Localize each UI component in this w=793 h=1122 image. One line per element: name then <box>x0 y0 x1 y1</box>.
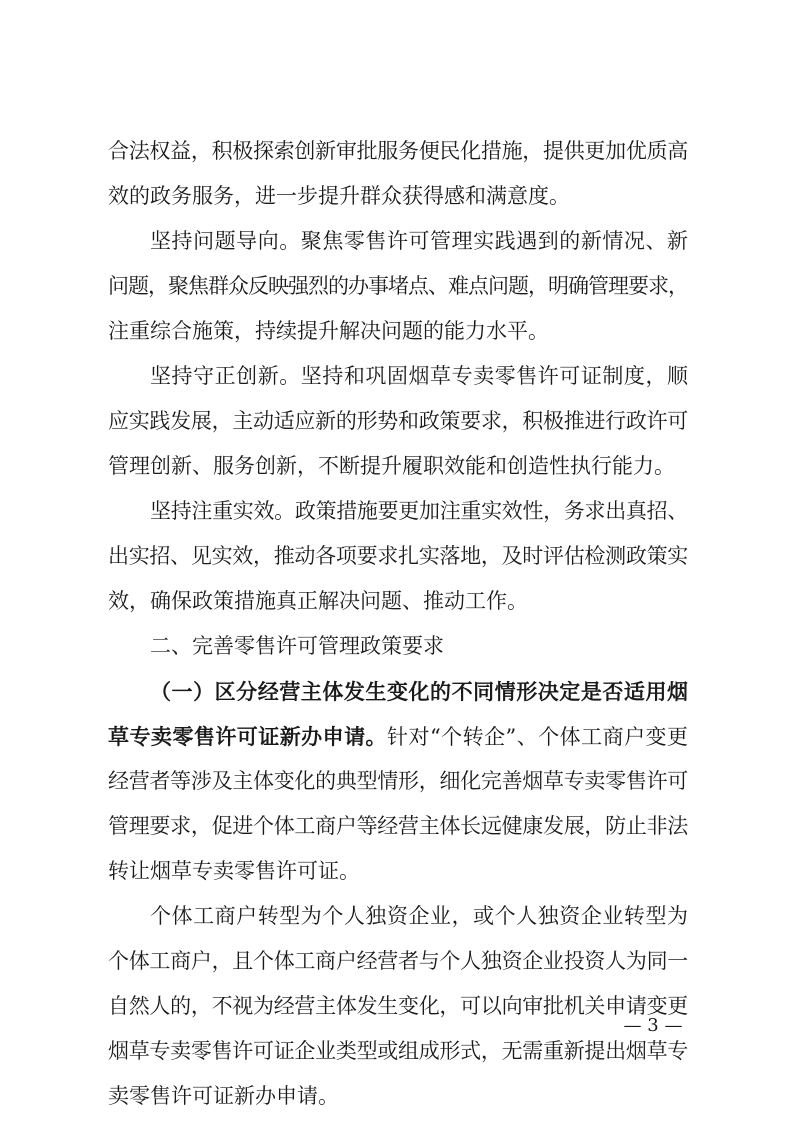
text-line: 注重综合施策，持续提升解决问题的能力水平。 <box>108 319 549 343</box>
text-line: 坚持守正创新。坚持和巩固烟草专卖零售许可证制度，顺 <box>150 364 688 388</box>
text-line: 个体工商户，且个体工商户经营者与个人独资企业投资人为同一 <box>108 949 688 973</box>
clause-title-cont: 草专卖零售许可证新办申请。 <box>108 724 388 749</box>
paragraph <box>108 129 688 219</box>
text-line: 坚持注重实效。政策措施要更加注重实效性，务求出真招、 <box>150 499 688 523</box>
text-line: 自然人的，不视为经营主体发生变化，可以向审批机关申请变更 <box>108 994 688 1018</box>
text-line: 管理要求，促进个体工商户等经营主体长远健康发展，防止非法 <box>108 814 688 838</box>
text-line: 经营者等涉及主体变化的典型情形，细化完善烟草专卖零售许可 <box>108 769 688 793</box>
text-line: 问题，聚焦群众反映强烈的办事堵点、难点问题，明确管理要求， <box>108 274 688 298</box>
paragraph <box>108 489 688 624</box>
paragraph <box>108 669 688 894</box>
text-line: 转让烟草专卖零售许可证。 <box>108 859 360 883</box>
section-heading: 二、完善零售许可管理政策要求 <box>150 634 444 658</box>
text-line: 出实招、见实效，推动各项要求扎实落地，及时评估检测政策实 <box>108 544 688 568</box>
text-line: 应实践发展，主动适应新的形势和政策要求，积极推进行政许可 <box>108 409 688 433</box>
text-line: 效，确保政策措施真正解决问题、推动工作。 <box>108 589 528 613</box>
paragraph <box>108 354 688 489</box>
text-line: 个体工商户转型为个人独资企业，或个人独资企业转型为 <box>150 904 688 928</box>
paragraph <box>108 894 688 1119</box>
text-line: 合法权益，积极探索创新审批服务便民化措施，提供更加优质高 <box>108 139 688 163</box>
page-number: — 3 — <box>623 1015 683 1036</box>
document-body <box>108 129 688 1119</box>
text-line: 坚持问题导向。聚焦零售许可管理实践遇到的新情况、新 <box>150 229 688 253</box>
text-line: 管理创新、服务创新，不断提升履职效能和创造性执行能力。 <box>108 454 675 478</box>
text-line: 效的政务服务，进一步提升群众获得感和满意度。 <box>108 184 570 208</box>
text-line: 卖零售许可证新办申请。 <box>108 1084 339 1108</box>
paragraph <box>108 219 688 354</box>
text-line: 烟草专卖零售许可证企业类型或组成形式，无需重新提出烟草专 <box>108 1039 688 1063</box>
clause-title: （一）区分经营主体发生变化的不同情形决定是否适用烟 <box>150 679 688 704</box>
text-line <box>108 714 688 759</box>
text-span: 针对“个转企”、个体工商户变更 <box>387 725 688 749</box>
